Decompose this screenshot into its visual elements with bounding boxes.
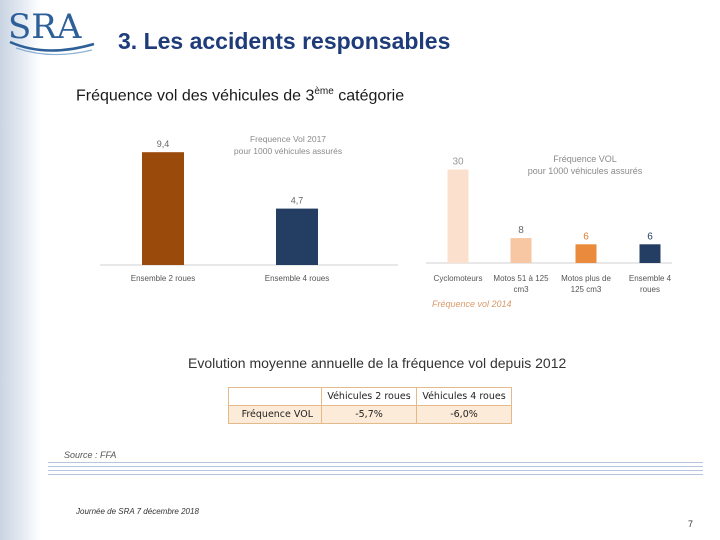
subtitle-superscript: ème (314, 86, 334, 97)
subtitle-end: catégorie (333, 87, 405, 105)
chart-footnote: Fréquence vol 2014 (432, 299, 512, 309)
data-label: 9,4 (156, 139, 170, 150)
category-label: 125 cm3 (570, 285, 602, 294)
slide-subtitle (76, 86, 404, 105)
chart-title: Fréquence VOL (553, 154, 617, 164)
logo-text: SRA (8, 7, 82, 47)
chart-vol-2017 (95, 118, 415, 290)
slide-title: 3. Les accidents responsables (118, 28, 451, 54)
page-number: 7 (688, 519, 694, 529)
row-header: Fréquence VOL (229, 406, 322, 424)
table-cell: -6,0% (417, 406, 512, 424)
evolution-table (228, 387, 512, 424)
data-label: 8 (518, 225, 524, 237)
bar (142, 152, 184, 265)
table-row (229, 406, 512, 424)
decorative-lines (48, 462, 703, 478)
evolution-title: Evolution moyenne annuelle de la fréquence vol depuis 2012 (188, 355, 567, 371)
data-label: 4,7 (290, 195, 304, 206)
chart-subtitle: pour 1000 véhicules assurés (233, 146, 343, 156)
data-label: 6 (583, 231, 589, 243)
category-label: cm3 (513, 285, 529, 294)
data-label: 6 (647, 231, 653, 243)
left-gradient-strip (0, 0, 40, 540)
bar (640, 244, 661, 263)
footer-text: Journée de SRA 7 décembre 2018 (76, 507, 199, 516)
chart-subtitle: pour 1000 véhicules assurés (527, 166, 643, 176)
category-label: Ensemble 4 roues (264, 274, 330, 283)
subtitle-main: Fréquence vol des véhicules de 3 (76, 87, 315, 105)
source-note: Source : FFA (64, 450, 117, 460)
chart-vol-2014 (420, 130, 680, 315)
chart-title: Frequence Vol 2017 (249, 134, 327, 144)
category-label: Ensemble 2 roues (130, 274, 196, 283)
bar (448, 169, 469, 263)
category-label: Ensemble 4 (628, 274, 672, 283)
bar (511, 238, 532, 263)
category-label: Cyclomoteurs (433, 274, 483, 283)
table-cell: -5,7% (322, 406, 417, 424)
sra-logo (6, 4, 96, 60)
column-header: Véhicules 4 roues (417, 388, 512, 406)
data-label: 30 (452, 156, 464, 168)
category-label: roues (639, 285, 661, 294)
category-label: Motos plus de (561, 274, 611, 283)
column-header: Véhicules 2 roues (322, 388, 417, 406)
bar (276, 209, 318, 265)
bar (576, 244, 597, 263)
category-label: Motos 51 à 125 (493, 274, 549, 283)
table-corner (229, 388, 322, 406)
